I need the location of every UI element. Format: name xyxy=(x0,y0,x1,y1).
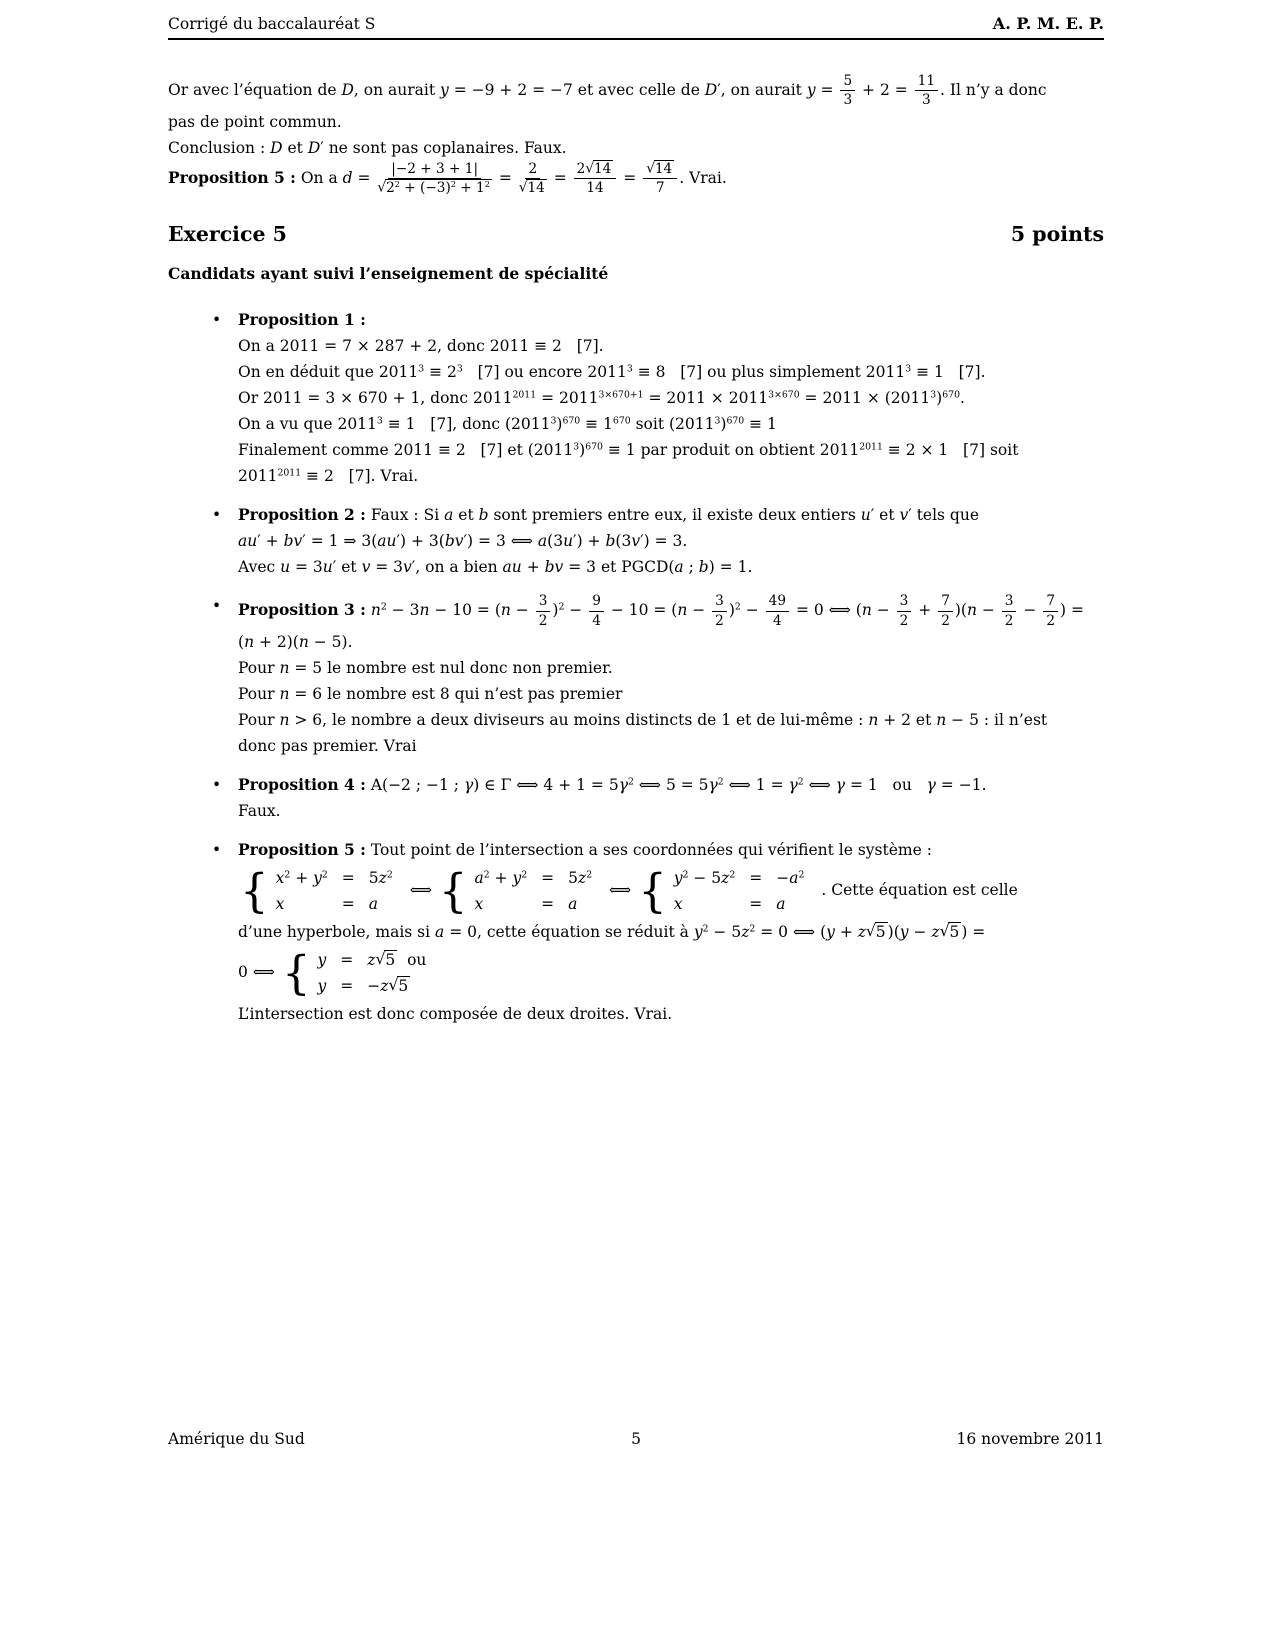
text-line: Proposition 5 : Tout point de l’intersection a ses coordonnées qui vérifient le système : xyxy=(238,840,932,860)
text-line: Pour n = 5 le nombre est nul donc non premier. xyxy=(238,659,613,678)
fraction: $\frac{5}{3}$ xyxy=(840,73,855,109)
fraction: $\frac{3}{2}$ xyxy=(1002,593,1017,629)
proposition-4-content xyxy=(238,772,1104,824)
text-line: Proposition 4 : A(−2 ; −1 ; γ) ∈ Γ ⟺ $4 + 1 = 5\gamma^2$ ⟺ $5 = 5\gamma^2$ ⟺ $1 = \gamma^2$ ⟺ γ = 1 ou γ = −1. xyxy=(238,775,987,795)
radical: $√2^2 + (-3)^2 + 1^2$ xyxy=(377,179,490,197)
text-line: 0 ⟺ { y = z√5 ou y = −z√5 xyxy=(238,945,1104,1001)
text-line: On a vu que $2011^3 \equiv 1$ [7], donc $(2011^3)^{670} \equiv 1^{670}$ soit $(2011^3)^{670} \equiv 1$ xyxy=(238,415,777,434)
text-line: Finalement comme 2011 ≡ 2 [7] et $(2011^3)^{670} \equiv 1$ par produit on obtient $2011^{2011} \equiv 2 \times 1$ [7] soit xyxy=(238,441,1019,460)
header-row xyxy=(168,14,1104,33)
proposition-item-1 xyxy=(168,307,1104,489)
bullet-icon: • xyxy=(212,311,222,330)
text-line: Proposition 3 : $n^2 - 3n - 10 = (n$ − $\frac{3}{2}$ )$^2$ − $\frac{9}{4}$ − 10 = (n − $\frac{3}{2}$ )$^2$ − $\frac{49}{4}$ = 0 ⟺ (n − $\frac{3}{2}$ + $\frac{7}{2}$ )(n − $\frac{3}{2}$ − $\frac{7}{2}$ ) = xyxy=(238,593,1084,629)
bullet-icon: • xyxy=(212,506,222,525)
equation-system: { y = z√5 ou y = −z√5 xyxy=(281,944,427,1000)
text-line: Or avec l’équation de D, on aurait y = −9 + 2 = −7 et avec celle de D′, on aurait y = $\frac{5}{3}$ + 2 = $\frac{11}{3}$ . Il n’y a donc xyxy=(168,73,1047,109)
text-line: Conclusion : D et D′ ne sont pas coplanaires. Faux. xyxy=(168,138,567,157)
bullet-icon: • xyxy=(212,841,222,860)
left-brace: { xyxy=(438,862,468,918)
equation-system: { $x^2 + y^2$ = $5z^2$ x = a xyxy=(240,862,393,918)
text-line: Proposition 5 : On a d = $\frac{|-2 + 3 + 1|}{√2^2 + (-3)^2 + 1^2}$ = $\frac{2}{√14}$ = $\frac{2√14}{14}$ = $\frac{√14}{7}$ . Vrai. xyxy=(168,160,727,197)
page-header xyxy=(168,14,1104,40)
proposition-1-content xyxy=(238,307,1104,489)
text-line: L’intersection est donc composée de deux droites. Vrai. xyxy=(238,1005,673,1024)
text-line: Proposition 1 : xyxy=(238,310,366,330)
exercise-points-label: 5 points xyxy=(1010,222,1104,247)
proposition-5-content xyxy=(238,837,1104,1027)
text-line: On en déduit que $2011^3 \equiv 2^3$ [7] ou encore $2011^3 \equiv 8$ [7] ou plus simplement $2011^3 \equiv 1$ [7]. xyxy=(238,363,986,382)
text-line: On a 2011 = 7 × 287 + 2, donc 2011 ≡ 2 [7]. xyxy=(238,337,604,356)
footer-location: Amérique du Sud xyxy=(168,1430,305,1448)
fraction: $\frac{9}{4}$ xyxy=(589,593,604,629)
intro-paragraph xyxy=(168,73,1104,196)
fraction: $\frac{7}{2}$ xyxy=(1043,593,1058,629)
proposition-item-5 xyxy=(168,837,1104,1027)
fraction: $\frac{2}{√14}$ xyxy=(518,160,545,197)
equation-system: { $a^2 + y^2$ = $5z^2$ x = a xyxy=(438,862,593,918)
radical: √5 xyxy=(865,922,886,942)
proposition-list xyxy=(168,307,1104,1027)
fraction: $\frac{|-2 + 3 + 1|}{√2^2 + (-3)^2 + 1^2}$ xyxy=(377,160,490,197)
fraction: $\frac{2√14}{14}$ xyxy=(574,161,617,197)
radical: √5 xyxy=(375,950,396,970)
bullet-icon: • xyxy=(212,776,222,795)
bullet-icon: • xyxy=(212,597,222,616)
text-line: Proposition 2 : Faux : Si a et b sont premiers entre eux, il existe deux entiers u′ et v′ tels que xyxy=(238,505,980,525)
radical: √5 xyxy=(939,922,960,942)
left-brace: { xyxy=(281,944,311,1000)
footer-page-number: 5 xyxy=(631,1430,641,1448)
proposition-item-4 xyxy=(168,772,1104,824)
text-line: { $x^2 + y^2$ = $5z^2$ x = a ⟺ { $a^2 + y^2$ = $5z^2$ x = a ⟺ { $y^2 - 5z^2$ = $-a^2$ x = a . Cette équation est celle xyxy=(240,862,1018,918)
fraction: $\frac{49}{4}$ xyxy=(766,593,789,629)
text-line: $2011^{2011} \equiv 2$ [7]. Vrai. xyxy=(238,467,419,486)
proposition-item-3 xyxy=(168,593,1104,759)
text-line: Or 2011 = 3 × 670 + 1, donc $2011^{2011} = 2011^{3\times 670+1} = 2011 \times 2011^{3\times 670} = 2011 \times (2011^3)^{670}$. xyxy=(238,389,965,408)
radical: √5 xyxy=(388,976,409,996)
fraction: $\frac{3}{2}$ xyxy=(712,593,727,629)
fraction: $\frac{11}{3}$ xyxy=(915,73,938,109)
exercise-heading xyxy=(168,222,1104,246)
equation-system: { $y^2 - 5z^2$ = $-a^2$ x = a xyxy=(638,862,805,918)
proposition-2-content xyxy=(238,502,1104,580)
page-footer xyxy=(168,1430,1104,1448)
fraction: $\frac{3}{2}$ xyxy=(536,593,551,629)
fraction: $\frac{7}{2}$ xyxy=(938,593,953,629)
footer-date: 16 novembre 2011 xyxy=(956,1430,1104,1448)
text-line: Faux. xyxy=(238,802,281,821)
left-brace: { xyxy=(638,862,667,918)
fraction: $\frac{3}{2}$ xyxy=(897,593,912,629)
exercise-subtitle: Candidats ayant suivi l’enseignement de spécialité xyxy=(168,264,609,284)
text-line: pas de point commun. xyxy=(168,112,342,131)
proposition-3-content xyxy=(238,593,1104,759)
proposition-item-2 xyxy=(168,502,1104,580)
fraction: $\frac{√14}{7}$ xyxy=(643,161,677,197)
text-line: d’une hyperbole, mais si a = 0, cette équation se réduit à $y^2 - 5z^2 = 0$ ⟺ (y + z√5 )(y − z√5 ) = xyxy=(238,922,986,942)
left-brace: { xyxy=(240,862,269,918)
text-line: au′ + bv′ = 1 ⇒ 3(au′) + 3(bv′) = 3 ⟺ a(3u′) + b(3v′) = 3. xyxy=(238,532,688,551)
text-line: Pour n = 6 le nombre est 8 qui n’est pas premier xyxy=(238,685,623,704)
text-line: donc pas premier. Vrai xyxy=(238,737,417,756)
radical: √14 xyxy=(585,160,612,177)
header-rule xyxy=(168,38,1104,40)
text-line: (n + 2)(n − 5). xyxy=(238,633,353,652)
exercise-title: Exercice 5 xyxy=(168,222,287,247)
header-left-title: Corrigé du baccalauréat S xyxy=(168,15,376,33)
text-line: Avec u = 3u′ et v = 3v′, on a bien au + bv = 3 et PGCD(a ; b) = 1. xyxy=(238,558,753,577)
radical: √14 xyxy=(518,179,545,197)
radical: √14 xyxy=(646,160,673,177)
header-right-title: A. P. M. E. P. xyxy=(992,14,1104,33)
text-line: Pour n > 6, le nombre a deux diviseurs au moins distincts de 1 et de lui-même : n + 2 et n − 5 : il n’est xyxy=(238,711,1048,730)
